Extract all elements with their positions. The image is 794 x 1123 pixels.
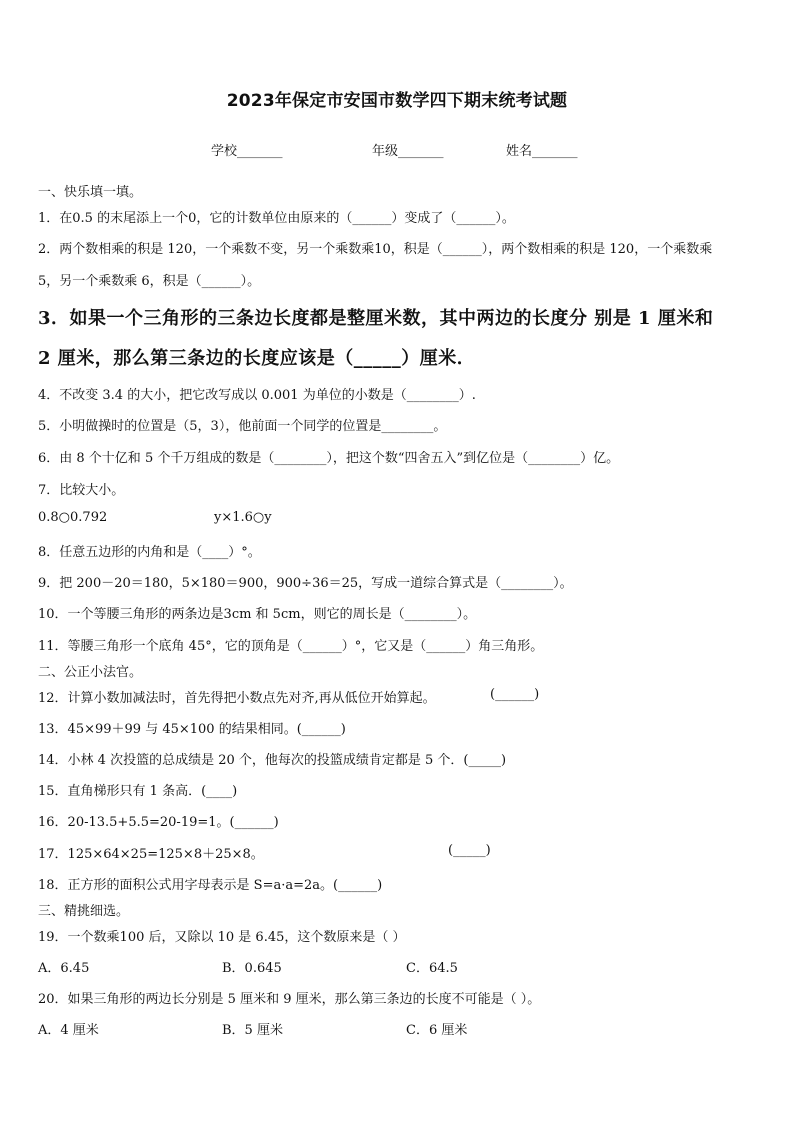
question-5: 5．小明做操时的位置是（5，3），他前面一个同学的位置是________。 <box>38 419 447 434</box>
grade-field: 年级_______ <box>372 144 444 159</box>
question-9: 9．把 200－20＝180，5×180＝900，900÷36＝25，写成一道综合算式是（________）。 <box>38 576 573 591</box>
question-6: 6．由 8 个十亿和 5 个千万组成的数是（________），把这个数“四舍五入”到亿位是（________）亿。 <box>38 451 620 466</box>
section-heading-2: 二、公正小法官。 <box>38 665 143 680</box>
question-13: 13．45×99＋99 与 45×100 的结果相同。(______) <box>38 722 346 737</box>
question-16: 16．20-13.5+5.5=20-19=1。(______) <box>38 815 279 830</box>
section-heading-3: 三、精挑细选。 <box>38 904 130 919</box>
question-19-option-c: C．64.5 <box>406 961 458 976</box>
question-17: 17．125×64×25=125×8＋25×8。 <box>38 847 264 862</box>
question-20-option-c: C．6 厘米 <box>406 1023 468 1038</box>
question-7: 7．比较大小。 <box>38 483 125 498</box>
name-field: 姓名_______ <box>506 144 578 159</box>
question-14: 14．小林 4 次投篮的总成绩是 20 个，他每次的投篮成绩肯定都是 5 个．(_____) <box>38 753 507 768</box>
question-3-line-2: 2 厘米，那么第三条边的长度应该是（_____）厘米． <box>38 348 476 369</box>
question-11: 11．等腰三角形一个底角 45°，它的顶角是（______）°，它又是（______）角三角形。 <box>38 639 544 654</box>
question-19-option-a: A．6.45 <box>38 961 90 976</box>
question-8: 8．任意五边形的内角和是（____）°。 <box>38 545 261 560</box>
question-1: 1．在0.5 的末尾添上一个0，它的计数单位由原来的（______）变成了（______）。 <box>38 211 515 226</box>
question-4: 4．不改变 3.4 的大小，把它改写成以 0.001 为单位的小数是（________）. <box>38 388 476 403</box>
question-10: 10．一个等腰三角形的两条边是3cm 和 5cm，则它的周长是（________）。 <box>38 607 477 622</box>
question-2-line-2: 5，另一个乘数乘 6，积是（______）。 <box>38 274 261 289</box>
question-7-compare-b: y×1.6○y <box>214 510 272 525</box>
question-2-line-1: 2．两个数相乘的积是 120，一个乘数不变，另一个乘数乘10，积是（______），两个数相乘的积是 120，一个乘数乘 <box>38 242 713 257</box>
school-field: 学校_______ <box>211 144 283 159</box>
question-19-option-b: B．0.645 <box>222 961 282 976</box>
question-12-answer-blank: (______) <box>490 687 540 702</box>
question-3-line-1: 3．如果一个三角形的三条边长度都是整厘米数，其中两边的长度分 别是 1 厘米和 <box>38 308 714 329</box>
question-20: 20．如果三角形的两边长分别是 5 厘米和 9 厘米，那么第三条边的长度不可能是（ ）。 <box>38 992 541 1007</box>
question-12: 12．计算小数加减法时，首先得把小数点先对齐,再从低位开始算起。 <box>38 691 436 706</box>
section-heading-1: 一、快乐填一填。 <box>38 185 143 200</box>
question-20-option-b: B．5 厘米 <box>222 1023 283 1038</box>
question-17-answer-blank: (_____) <box>448 843 491 858</box>
page-title: 2023年保定市安国市数学四下期末统考试题 <box>226 91 568 111</box>
question-20-option-a: A．4 厘米 <box>38 1023 99 1038</box>
question-7-compare-a: 0.8○0.792 <box>38 510 108 525</box>
question-15: 15．直角梯形只有 1 条高．(____) <box>38 784 238 799</box>
question-18: 18．正方形的面积公式用字母表示是 S=a·a=2a。(______) <box>38 878 383 893</box>
question-19: 19．一个数乘100 后，又除以 10 是 6.45，这个数原来是（ ） <box>38 930 406 945</box>
